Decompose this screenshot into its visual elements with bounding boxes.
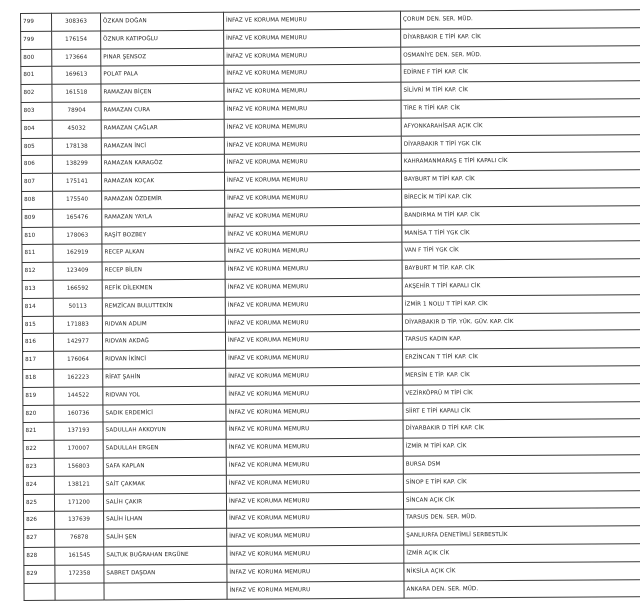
assignment-place-cell: İZMİR AÇIK CİK: [404, 544, 640, 563]
assignment-place-cell: KAHRAMANMARAŞ E TİPİ KAPALI CİK: [401, 152, 640, 171]
row-number-cell: 803: [21, 102, 52, 120]
person-name-cell: ÖZKAN DOĞAN: [101, 12, 224, 31]
registry-number-cell: 171883: [53, 316, 102, 334]
person-name-cell: RAMAZAN BİÇEN: [101, 83, 224, 102]
registry-number-cell: 45032: [52, 120, 101, 138]
job-title-cell: İNFAZ VE KORUMA MEMURU: [225, 260, 402, 279]
row-number-cell: 801: [21, 67, 52, 85]
person-name-cell: SALTUK BUĞRAHAN ERGÜNE: [104, 546, 227, 565]
registry-number-cell: 173664: [52, 49, 101, 67]
assignment-place-cell: TİRE R TİPİ KAP. CİK: [401, 99, 640, 118]
row-number-cell: 814: [22, 298, 53, 316]
registry-number-cell: 175141: [52, 173, 101, 191]
row-number-cell: 822: [23, 440, 54, 458]
person-name-cell: SAFA KAPLAN: [103, 457, 226, 476]
assignment-place-cell: DİYARBAKIR T TİPİ YGK CİK: [401, 134, 640, 153]
job-title-cell: İNFAZ VE KORUMA MEMURU: [225, 278, 402, 297]
assignment-place-cell: VAN F TİPİ YGK CİK: [402, 241, 640, 260]
person-name-cell: RAMAZAN ÖZDEMİR: [102, 190, 225, 209]
assignment-place-cell: BİRECİK M TİPİ KAP. CİK: [402, 188, 640, 207]
row-number-cell: 809: [22, 209, 53, 227]
person-name-cell: RAMAZAN KOÇAK: [101, 172, 224, 191]
person-name-cell: ÖZNUR KATIPOĞLU: [101, 30, 224, 49]
table-row: [24, 579, 640, 601]
registry-number-cell: 178063: [53, 227, 102, 245]
assignment-place-cell: SİLİVRİ M TİPİ KAP. CİK: [401, 81, 640, 100]
person-name-cell: SADIK ERDEMİCİ: [103, 404, 226, 423]
row-number-cell: 806: [21, 156, 52, 174]
registry-number-cell: 165476: [53, 209, 102, 227]
person-name-cell: REFİK DİLEKMEN: [102, 279, 225, 298]
registry-number-cell: 123409: [53, 262, 102, 280]
assignment-place-cell: MERSİN E TİP. KAP. CİK: [403, 366, 640, 385]
job-title-cell: İNFAZ VE KORUMA MEMURU: [227, 563, 404, 582]
row-number-cell: 818: [23, 369, 54, 387]
assignment-place-cell: AKŞEHİR T TİPİ KAPALI CİK: [402, 277, 640, 296]
row-number-cell: 823: [23, 458, 54, 476]
assignment-place-cell: EDİRNE F TİPİ KAP. CİK: [401, 63, 640, 82]
registry-number-cell: 50113: [53, 298, 102, 316]
person-name-cell: REMZİCAN BULUTTEKİN: [102, 297, 225, 316]
row-number-cell: [24, 583, 55, 601]
job-title-cell: İNFAZ VE KORUMA MEMURU: [223, 11, 400, 30]
assignment-place-cell: TARSUS KADIN KAP.: [402, 330, 640, 349]
row-number-cell: 816: [22, 334, 53, 352]
assignment-place-cell: BAYBURT M TİP. KAP. CİK: [402, 259, 640, 278]
assignment-place-cell: SİNCAN AÇIK CİK: [403, 490, 640, 509]
registry-number-cell: 176154: [52, 31, 101, 49]
job-title-cell: İNFAZ VE KORUMA MEMURU: [226, 456, 403, 475]
job-title-cell: İNFAZ VE KORUMA MEMURU: [225, 314, 402, 333]
assignment-place-cell: BAYBURT M TİPİ KAP. CİK: [401, 170, 640, 189]
row-number-cell: 800: [21, 49, 52, 67]
person-name-cell: SALİH İLHAN: [104, 511, 227, 530]
row-number-cell: 811: [22, 245, 53, 263]
row-number-cell: 829: [24, 565, 55, 583]
person-name-cell: SADULLAH AKKOYUN: [103, 422, 226, 441]
job-title-cell: İNFAZ VE KORUMA MEMURU: [226, 385, 403, 404]
person-name-cell: SALİH ÇAKIR: [103, 493, 226, 512]
row-number-cell: 804: [21, 120, 52, 138]
assignment-place-cell: İZMİR M TİPİ KAP. CİK: [403, 437, 640, 456]
assignment-place-cell: NİKSİLA AÇIK CİK: [404, 561, 640, 580]
registry-number-cell: 169613: [52, 66, 101, 84]
person-name-cell: RAMAZAN ÇAĞLAR: [101, 119, 224, 138]
registry-number-cell: 176064: [54, 351, 103, 369]
row-number-cell: 827: [24, 529, 55, 547]
registry-number-cell: 166592: [53, 280, 102, 298]
job-title-cell: İNFAZ VE KORUMA MEMURU: [226, 349, 403, 368]
job-title-cell: İNFAZ VE KORUMA MEMURU: [227, 509, 404, 528]
job-title-cell: İNFAZ VE KORUMA MEMURU: [225, 225, 402, 244]
person-name-cell: RAMAZAN İNCİ: [101, 137, 224, 156]
row-number-cell: 820: [23, 405, 54, 423]
assignment-place-cell: DİYARBAKIR D TİPİ KAP. CİK: [403, 419, 640, 438]
job-title-cell: İNFAZ VE KORUMA MEMURU: [224, 171, 401, 190]
registry-number-cell: 142977: [53, 333, 102, 351]
job-title-cell: İNFAZ VE KORUMA MEMURU: [226, 420, 403, 439]
registry-number-cell: 175540: [53, 191, 102, 209]
personnel-table-body: [21, 10, 640, 601]
job-title-cell: İNFAZ VE KORUMA MEMURU: [227, 581, 404, 600]
job-title-cell: İNFAZ VE KORUMA MEMURU: [227, 527, 404, 546]
registry-number-cell: 178138: [52, 138, 101, 156]
row-number-cell: 812: [22, 262, 53, 280]
assignment-place-cell: DİYARBAKIR D TİP. YÜK. GÜV. KAP. CİK: [402, 312, 640, 331]
assignment-place-cell: SİİRT E TİPİ KAPALI CİK: [403, 401, 640, 420]
personnel-table: [20, 9, 640, 601]
job-title-cell: İNFAZ VE KORUMA MEMURU: [226, 403, 403, 422]
job-title-cell: İNFAZ VE KORUMA MEMURU: [226, 474, 403, 493]
row-number-cell: 826: [24, 512, 55, 530]
assignment-place-cell: SİNOP E TİPİ KAP. CİK: [403, 472, 640, 491]
row-number-cell: 813: [22, 280, 53, 298]
job-title-cell: İNFAZ VE KORUMA MEMURU: [224, 65, 401, 84]
row-number-cell: 828: [24, 547, 55, 565]
registry-number-cell: 76878: [55, 529, 104, 547]
registry-number-cell: 137193: [54, 422, 103, 440]
assignment-place-cell: DİYARBAKIR E TİPİ KAP. CİK: [401, 27, 640, 46]
row-number-cell: 815: [22, 316, 53, 334]
assignment-place-cell: AFYONKARAHİSAR AÇIK CİK: [401, 116, 640, 135]
person-name-cell: SALİH ŞEN: [104, 528, 227, 547]
person-name-cell: RAŞİT BOZBEY: [102, 226, 225, 245]
row-number-cell: 819: [23, 387, 54, 405]
assignment-place-cell: TARSUS DEN. SER. MÜD.: [404, 508, 640, 527]
assignment-place-cell: ERZİNCAN T TİPİ KAP. CİK: [403, 348, 640, 367]
registry-number-cell: 137639: [55, 511, 104, 529]
registry-number-cell: 161545: [55, 547, 104, 565]
registry-number-cell: 171200: [54, 494, 103, 512]
person-name-cell: RIDVAN YOL: [103, 386, 226, 405]
registry-number-cell: 162223: [54, 369, 103, 387]
person-name-cell: RECEP BİLEN: [102, 261, 225, 280]
row-number-cell: 817: [23, 351, 54, 369]
job-title-cell: İNFAZ VE KORUMA MEMURU: [224, 118, 401, 137]
person-name-cell: POLAT PALA: [101, 66, 224, 85]
assignment-place-cell: BANDIRMA M TİPİ KAP. CİK: [402, 205, 640, 224]
person-name-cell: RAMAZAN KARAGÖZ: [101, 155, 224, 174]
row-number-cell: 808: [22, 191, 53, 209]
job-title-cell: İNFAZ VE KORUMA MEMURU: [225, 296, 402, 315]
person-name-cell: SABRET DAŞDAN: [104, 564, 227, 583]
person-name-cell: RIDVAN ADLIM: [102, 315, 225, 334]
assignment-place-cell: MANİSA T TİPİ YGK CİK: [402, 223, 640, 242]
registry-number-cell: 172358: [55, 565, 104, 583]
registry-number-cell: 138121: [54, 476, 103, 494]
job-title-cell: İNFAZ VE KORUMA MEMURU: [226, 492, 403, 511]
row-number-cell: 821: [23, 423, 54, 441]
row-number-cell: 825: [23, 494, 54, 512]
job-title-cell: İNFAZ VE KORUMA MEMURU: [225, 332, 402, 351]
job-title-cell: İNFAZ VE KORUMA MEMURU: [225, 243, 402, 262]
assignment-place-cell: İZMİR 1 NOLU T TİPİ KAP. CİK: [402, 294, 640, 313]
job-title-cell: İNFAZ VE KORUMA MEMURU: [224, 154, 401, 173]
job-title-cell: İNFAZ VE KORUMA MEMURU: [226, 438, 403, 457]
person-name-cell: RIDVAN İKİNCİ: [103, 350, 226, 369]
job-title-cell: İNFAZ VE KORUMA MEMURU: [224, 47, 401, 66]
row-number-cell: 805: [21, 138, 52, 156]
job-title-cell: İNFAZ VE KORUMA MEMURU: [224, 29, 401, 48]
assignment-place-cell: BURSA DSM: [403, 455, 640, 474]
person-name-cell: SAİT ÇAKMAK: [103, 475, 226, 494]
job-title-cell: İNFAZ VE KORUMA MEMURU: [224, 82, 401, 101]
registry-number-cell: 156803: [54, 458, 103, 476]
assignment-place-cell: ÇORUM DEN. SER. MÜD.: [400, 10, 640, 29]
row-number-cell: 807: [21, 173, 52, 191]
job-title-cell: İNFAZ VE KORUMA MEMURU: [224, 100, 401, 119]
row-number-cell: 799: [21, 13, 52, 31]
person-name-cell: [104, 582, 227, 601]
row-number-cell: 799: [21, 31, 52, 49]
registry-number-cell: 144522: [54, 387, 103, 405]
job-title-cell: İNFAZ VE KORUMA MEMURU: [225, 189, 402, 208]
person-name-cell: PINAR ŞENSOZ: [101, 48, 224, 67]
person-name-cell: RAMAZAN YAYLA: [102, 208, 225, 227]
registry-number-cell: 78904: [52, 102, 101, 120]
registry-number-cell: 138299: [52, 155, 101, 173]
person-name-cell: RIDVAN AKDAĞ: [102, 333, 225, 352]
person-name-cell: SADULLAH ERGEN: [103, 439, 226, 458]
assignment-place-cell: ANKARA DEN. SER. MÜD.: [404, 579, 640, 598]
registry-number-cell: 308363: [52, 13, 101, 31]
job-title-cell: İNFAZ VE KORUMA MEMURU: [225, 207, 402, 226]
registry-number-cell: 170007: [54, 440, 103, 458]
job-title-cell: İNFAZ VE KORUMA MEMURU: [226, 367, 403, 386]
person-name-cell: RAMAZAN CURA: [101, 101, 224, 120]
person-name-cell: RİFAT ŞAHİN: [103, 368, 226, 387]
row-number-cell: 810: [22, 227, 53, 245]
assignment-place-cell: OSMANİYE DEN. SER. MÜD.: [401, 45, 640, 64]
job-title-cell: İNFAZ VE KORUMA MEMURU: [227, 545, 404, 564]
job-title-cell: İNFAZ VE KORUMA MEMURU: [224, 136, 401, 155]
registry-number-cell: 162919: [53, 244, 102, 262]
assignment-place-cell: VEZİRKÖPRÜ M TİPİ CİK: [403, 383, 640, 402]
person-name-cell: RECEP ALKAN: [102, 244, 225, 263]
registry-number-cell: [55, 582, 104, 600]
assignment-place-cell: ŞANLIURFA DENETİMLİ SERBESTLİK: [404, 526, 640, 545]
row-number-cell: 824: [23, 476, 54, 494]
registry-number-cell: 161518: [52, 84, 101, 102]
registry-number-cell: 160736: [54, 405, 103, 423]
row-number-cell: 802: [21, 84, 52, 102]
